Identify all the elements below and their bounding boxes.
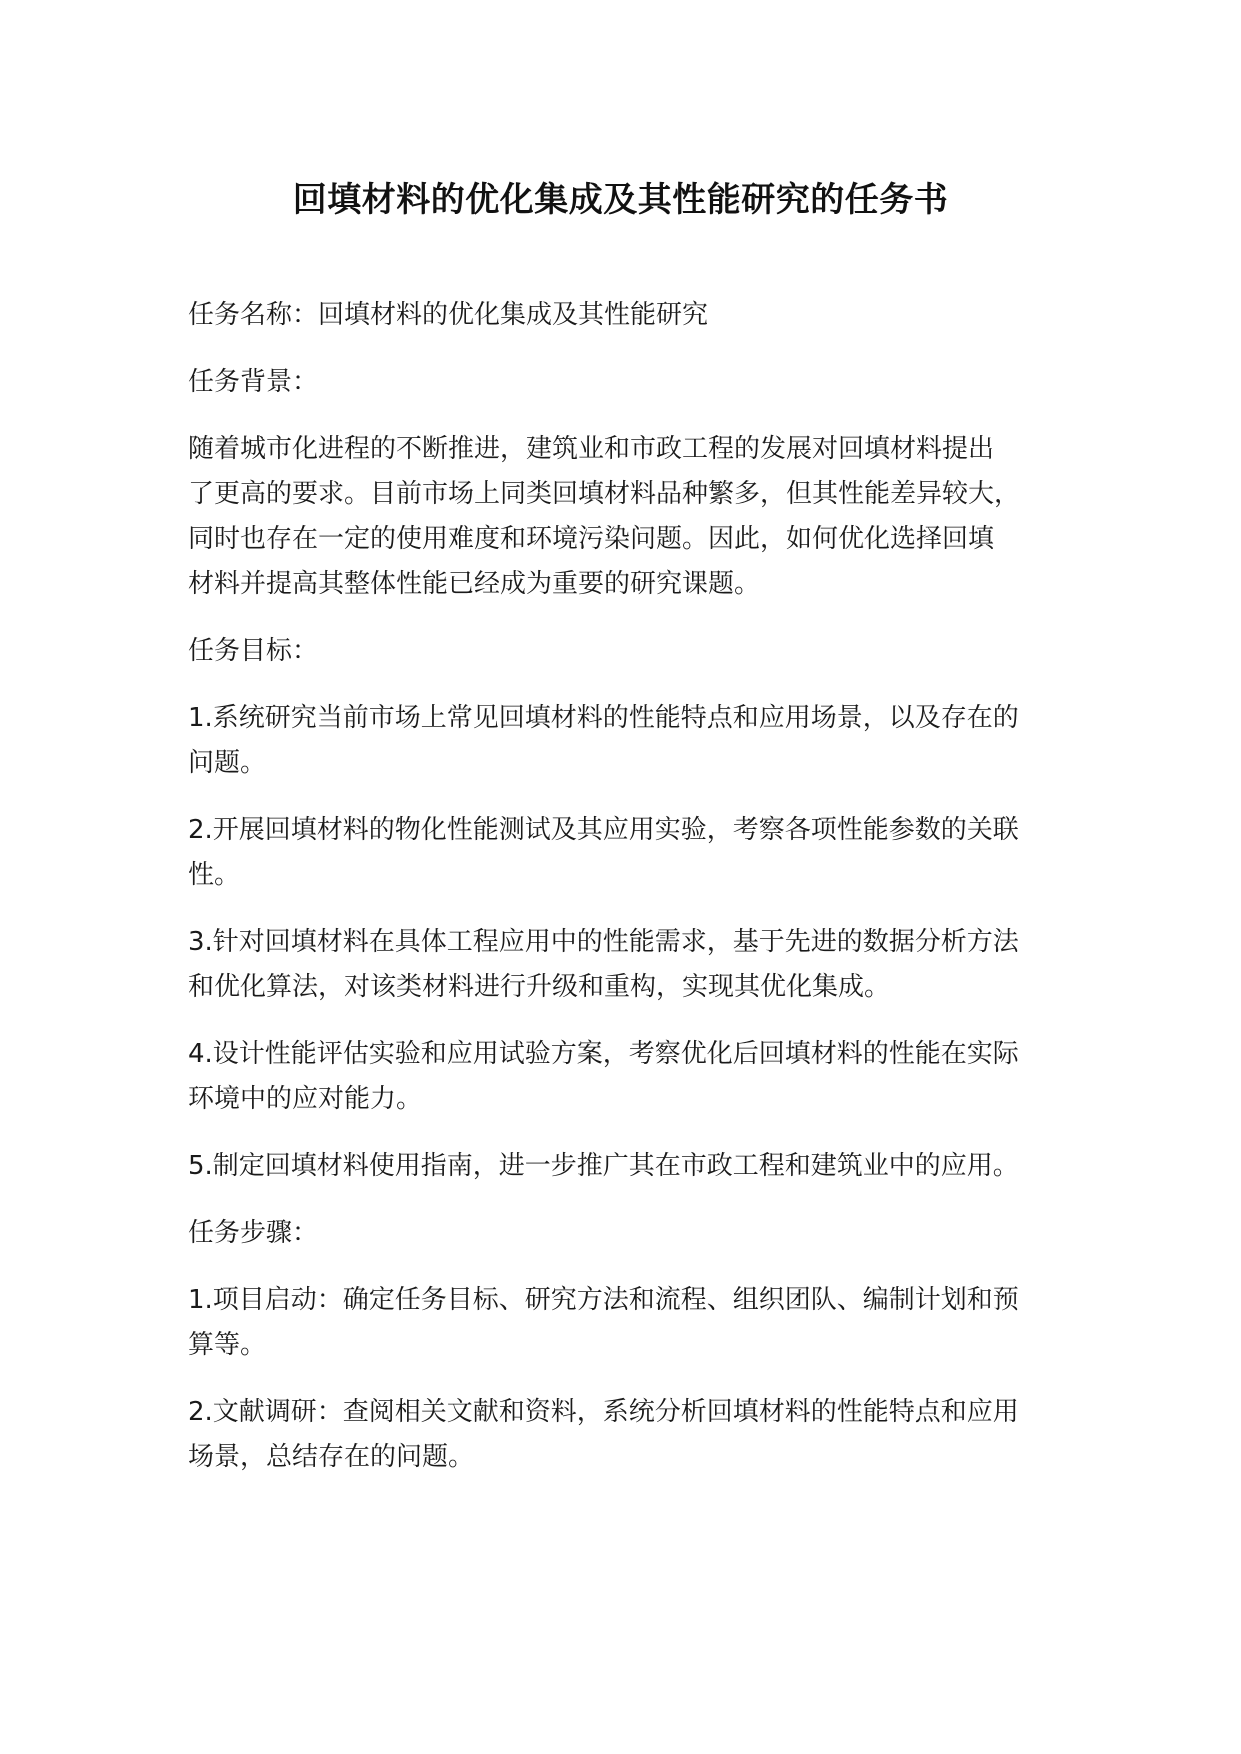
objectives-heading: 任务目标： <box>188 636 319 666</box>
objective-item-1: 1.系统研究当前市场上常见回填材料的性能特点和应用场景，以及存在的 问题。 <box>188 703 1019 778</box>
objective-item-4: 4.设计性能评估实验和应用试验方案，考察优化后回填材料的性能在实际 环境中的应对能力。 <box>188 1039 1019 1114</box>
step-item-2: 2.文献调研：查阅相关文献和资料，系统分析回填材料的性能特点和应用 场景，总结存在的问题。 <box>188 1397 1019 1472</box>
objective-item-5: 5.制定回填材料使用指南，进一步推广其在市政工程和建筑业中的应用。 <box>188 1151 1019 1181</box>
step-item-1: 1.项目启动：确定任务目标、研究方法和流程、组织团队、编制计划和预 算等。 <box>188 1285 1019 1360</box>
document-body <box>188 293 1078 1502</box>
task-name-line: 任务名称：回填材料的优化集成及其性能研究 <box>188 300 709 330</box>
steps-heading: 任务步骤： <box>188 1218 319 1248</box>
objective-item-3: 3.针对回填材料在具体工程应用中的性能需求，基于先进的数据分析方法 和优化算法，对该类材料进行升级和重构，实现其优化集成。 <box>188 927 1019 1002</box>
background-paragraph: 随着城市化进程的不断推进，建筑业和市政工程的发展对回填材料提出 了更高的要求。目前市场上同类回填材料品种繁多，但其性能差异较大， 同时也存在一定的使用难度和环境污染问题。因此，如何优化选择回填 材料并提高其整体性能已经成为重要的研究课题。 <box>188 434 1021 599</box>
objective-item-2: 2.开展回填材料的物化性能测试及其应用实验，考察各项性能参数的关联 性。 <box>188 815 1019 890</box>
document-title: 回填材料的优化集成及其性能研究的任务书 <box>292 180 949 220</box>
background-heading: 任务背景： <box>188 367 319 397</box>
